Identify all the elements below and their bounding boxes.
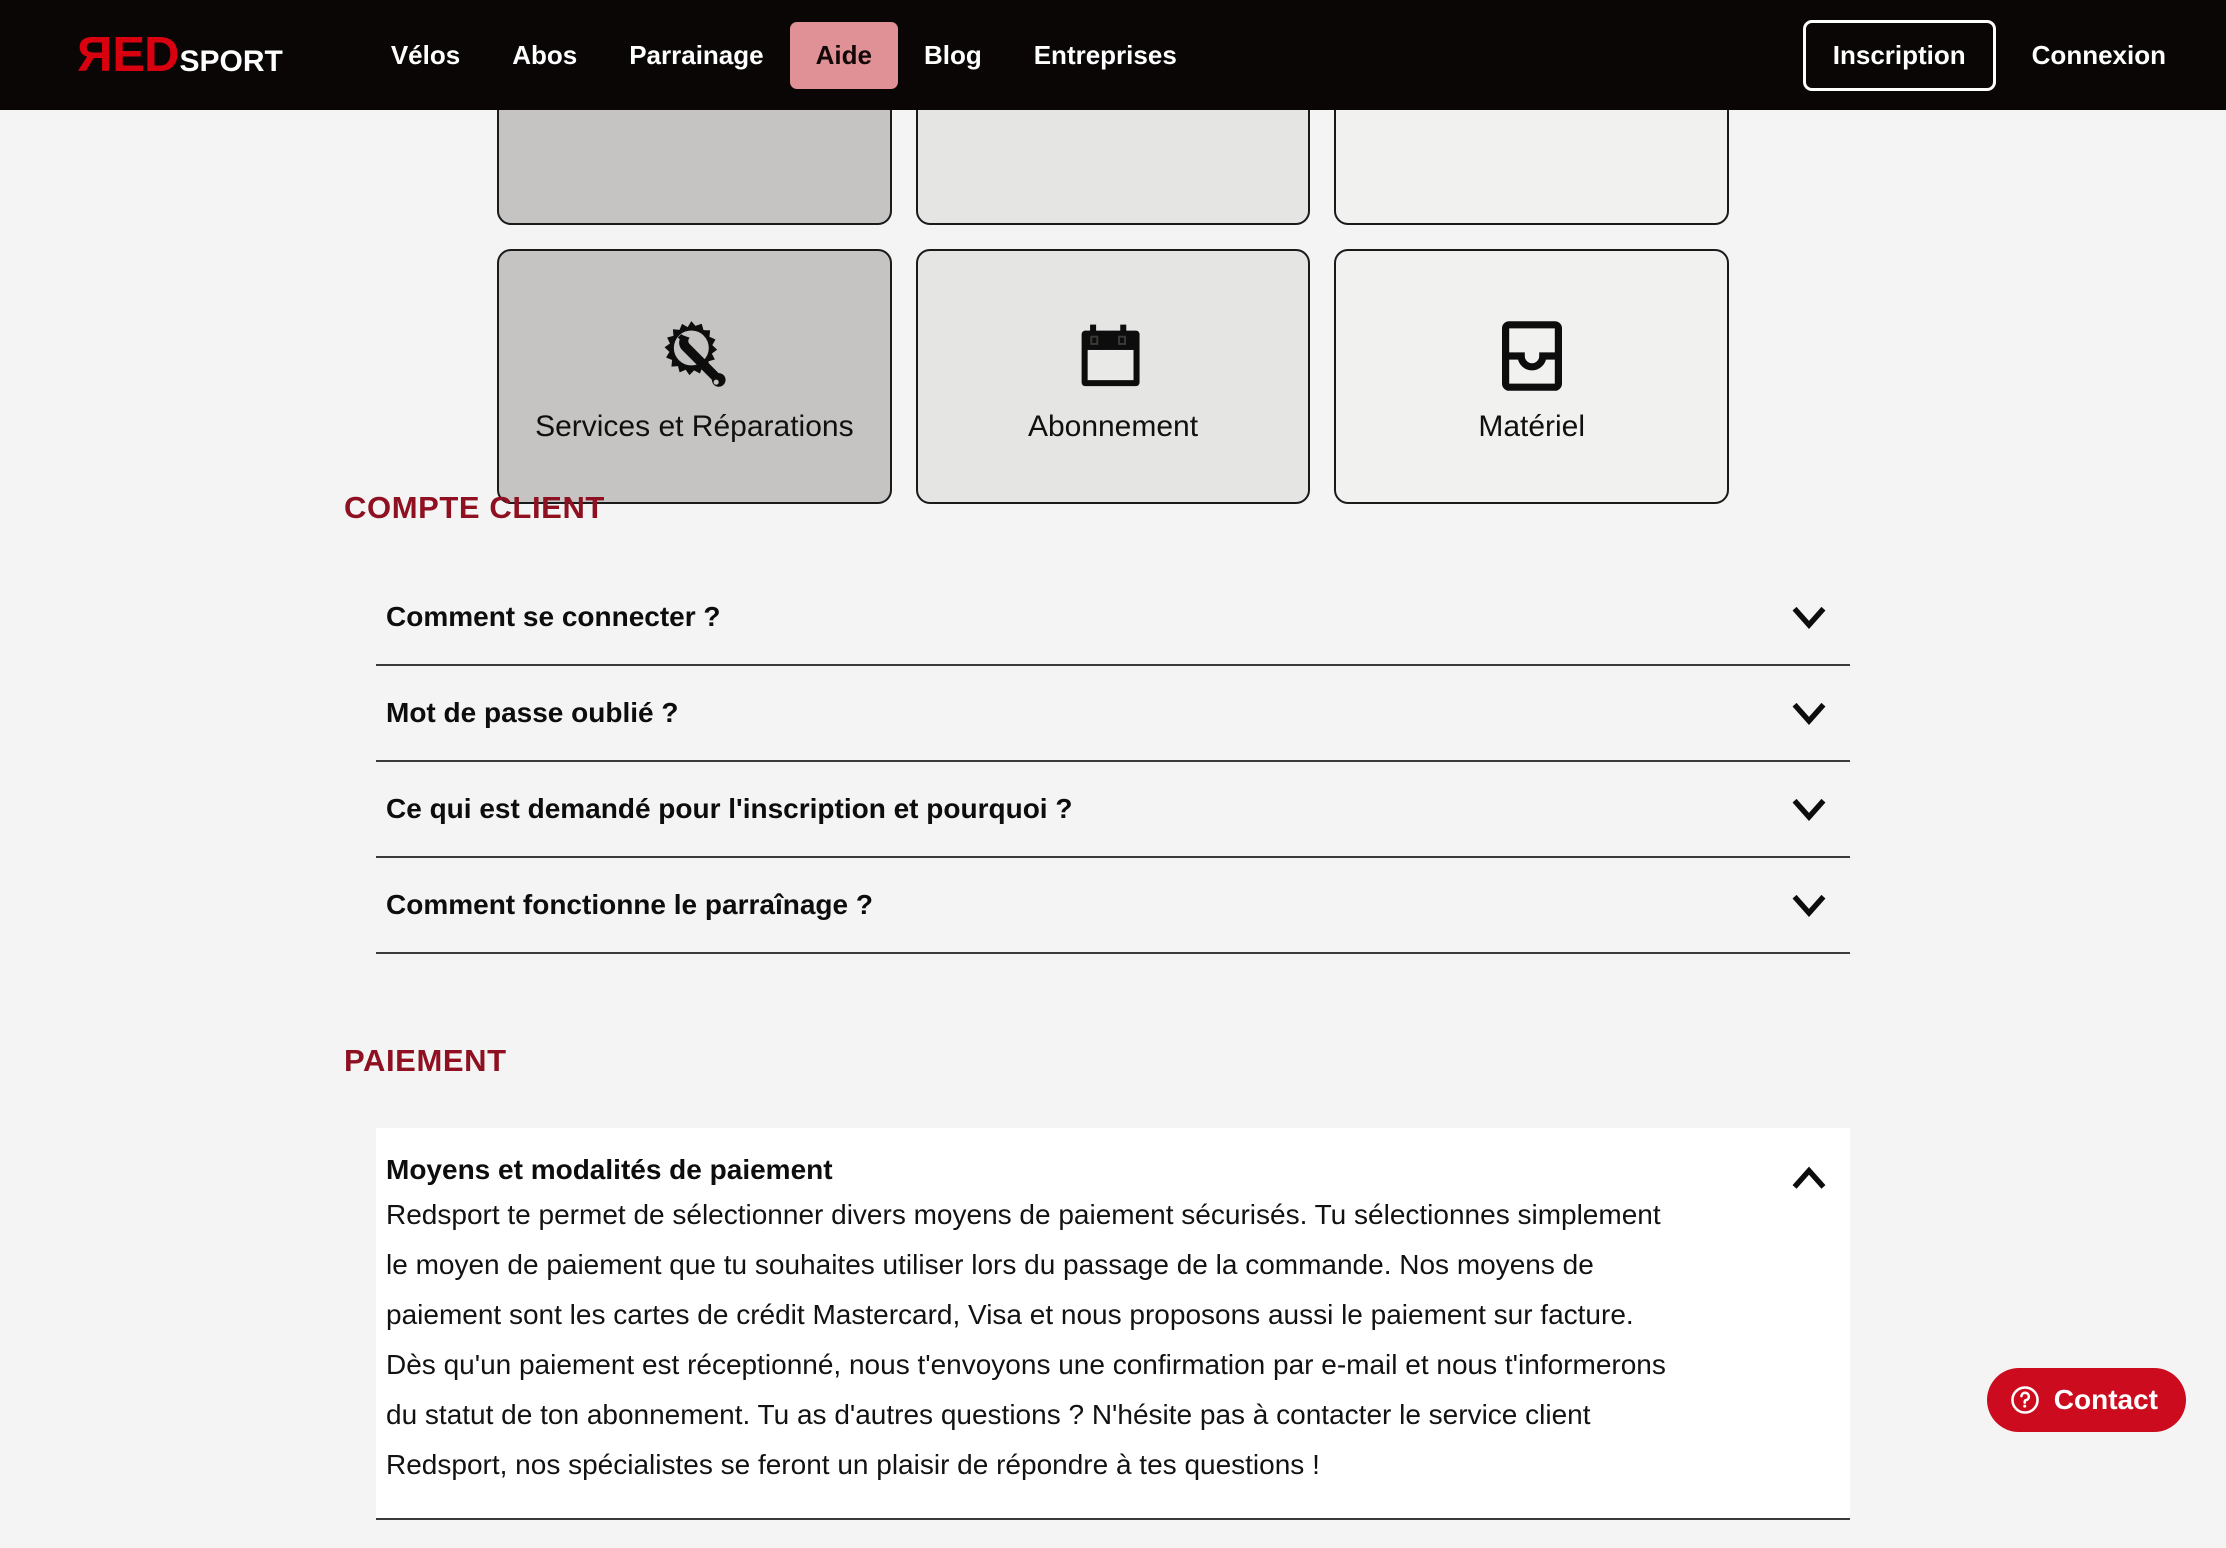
accordion-compte-client [376,570,1850,954]
accordion-item [376,858,1850,954]
accordion-item [376,570,1850,666]
calendar-icon [1079,310,1147,402]
gear-wrench-icon [651,310,737,402]
nav-link-velos[interactable]: Vélos [390,39,461,70]
category-card-abonnement[interactable] [916,249,1311,504]
accordion-header[interactable] [376,858,1850,952]
accordion-question: Moyens et modalités de paiement [386,1154,833,1185]
chevron-down-icon[interactable] [1790,790,1828,828]
accordion-paiement [376,1128,1850,1520]
contact-support-button[interactable] [1987,1368,2186,1432]
brand-logo-red: RED [78,27,179,82]
nav-link-abos[interactable]: Abos [512,39,578,70]
accordion-question: Mot de passe oublié ? [386,697,679,728]
account-actions [1803,20,2166,91]
brand-logo[interactable] [78,27,283,82]
accordion-panel[interactable] [376,1128,1850,1518]
contact-support-label: Contact [2053,1384,2158,1415]
section-heading-compte-client: COMPTE CLIENT [344,490,605,525]
top-navigation-bar [0,0,2226,110]
primary-nav [365,22,1203,89]
accordion-item [376,666,1850,762]
section-heading-paiement: PAIEMENT [344,1043,507,1078]
chevron-down-icon[interactable] [1790,886,1828,924]
accordion-question: Comment fonctionne le parraînage ? [386,889,873,920]
nav-link-aide[interactable]: Aide [790,22,898,89]
accordion-question: Ce qui est demandé pour l'inscription et pourquoi ? [386,793,1073,824]
accordion-header[interactable] [376,570,1850,664]
accordion-question: Comment se connecter ? [386,601,721,632]
category-card-materiel[interactable] [1334,249,1729,504]
question-circle-icon [2009,1384,2041,1416]
signup-button[interactable]: Inscription [1803,20,1996,91]
category-card-label: Services et Réparations [535,409,854,443]
category-card-services-reparations[interactable] [497,249,892,504]
nav-link-parrainage[interactable]: Parrainage [629,39,764,70]
accordion-header[interactable] [376,666,1850,760]
accordion-header[interactable] [376,762,1850,856]
inbox-tray-icon [1498,310,1566,402]
chevron-down-icon[interactable] [1790,694,1828,732]
category-row-bottom [497,249,1729,504]
chevron-down-icon[interactable] [1790,598,1828,636]
nav-link-entreprises[interactable]: Entreprises [1033,39,1177,70]
chevron-up-icon[interactable] [1790,1158,1828,1196]
category-card-label: Abonnement [1027,409,1199,443]
accordion-item [376,1128,1850,1520]
accordion-answer: Redsport te permet de sélectionner divers moyens de paiement sécurisés. Tu sélectionnes simplement le moyen de paiement que tu souhaites utiliser lors du passage de la commande. Nos moyens de paiement sont les cartes de crédit Mastercard, Visa et nous proposons aussi le paiement sur facture. Dès qu'un paiement est réceptionné, nous t'envoyons une confirmation par e-mail et nous t'informerons du statut de ton abonnement. Tu as d'autres questions ? N'hésite pas à contacter le service client Redsport, nos spécialistes se feront un plaisir de répondre à tes questions ! [386,1199,1666,1480]
category-card-label: Matériel [1478,409,1586,443]
nav-link-blog[interactable]: Blog [923,39,982,70]
login-button[interactable]: Connexion [2031,39,2166,70]
accordion-item [376,762,1850,858]
brand-logo-sport: SPORT [179,44,283,78]
